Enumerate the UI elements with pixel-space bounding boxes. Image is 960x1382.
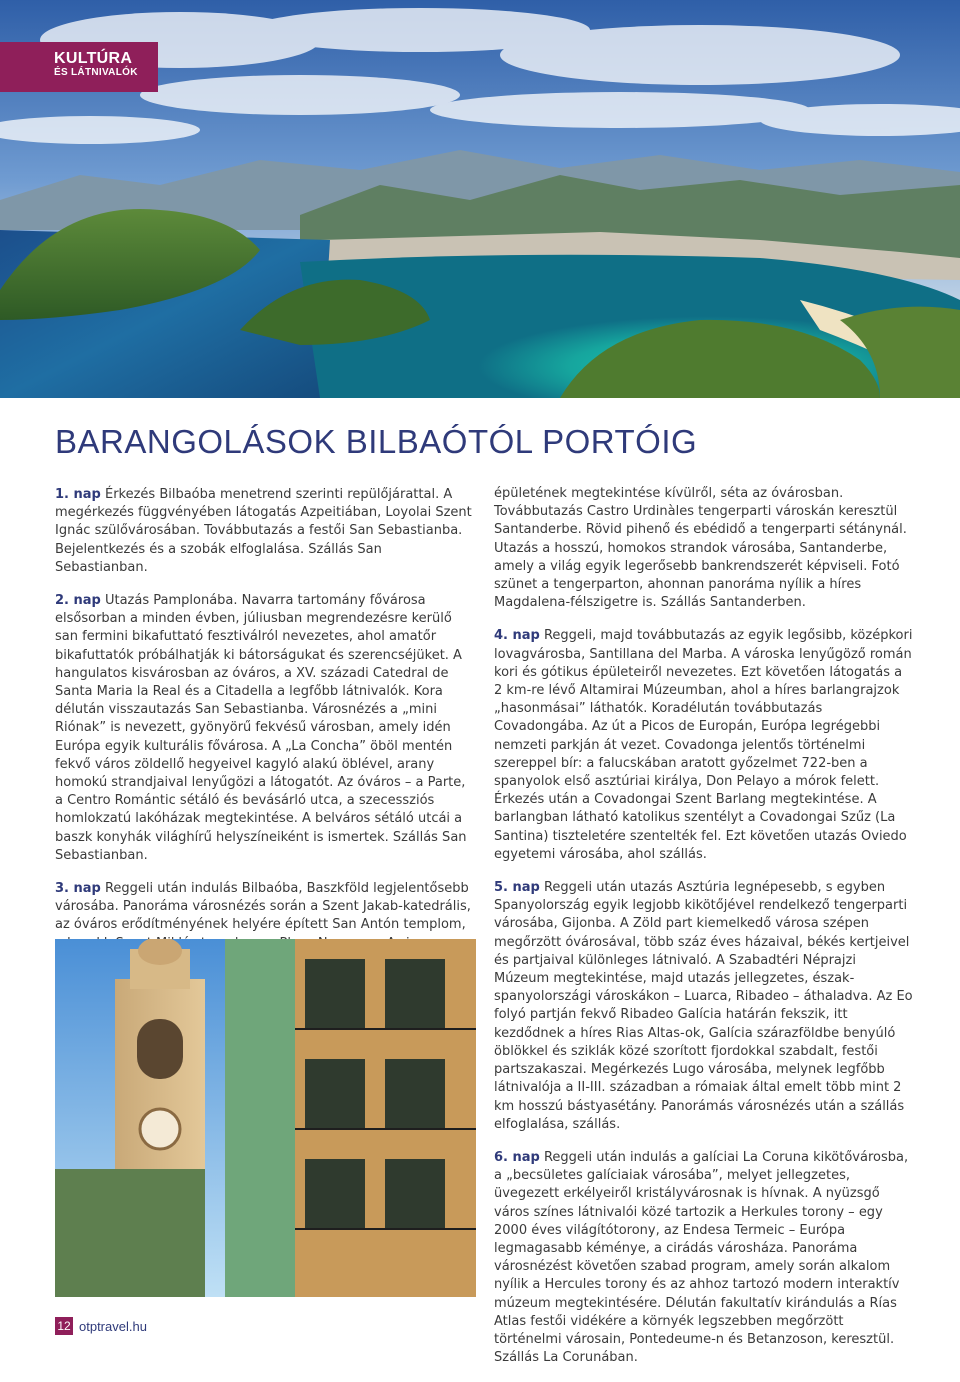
photo-bilbao-church-tower [55,939,476,1297]
day-2-label: 2. nap [55,593,101,609]
category-subtitle: ÉS LÁTNIVALÓK [54,67,138,78]
hero-photo-san-sebastian [0,0,960,398]
day-2-paragraph [55,592,475,865]
day-6-label: 6. nap [494,1149,540,1165]
page-title: BARANGOLÁSOK BILBAÓTÓL PORTÓIG [55,423,698,460]
day-5-text: Reggeli után utazás Asztúria legnépesebb, s egyben Spanyolország egyik legjobb kikötőjével rendelkező tengerparti városába, Gijonba. A Zöld part kiemelkedő városa szépen megőrzött óvárosával, több száz éves házaival, békés kertjeivel és partjaival különleges látnivaló. A Szabadtéri Néprajzi Múzeum megtekintése, majd utazás jellegzetes, észak-spanyolországi városkákon – Luarca, Ribadeo – áthaladva. Az Eo folyó partján fekvő Ribadeo Galícia határán fekszik, itt kezdődnek a híres Rias Altas-ok, Galícia szárazföldbe benyúló öblökkel és sziklák közé szorított fjordokkal szabdalt, festői partszakaszai. Megérkezés Lugo városába, melynek legfőbb látnivalója a II-III. században a rómaiak által emelt több mint 2 km hosszú bástyasétány. Panorámás városnézés után a szállás elfoglalása, szállás. [494,880,913,1132]
day-2-text: Utazás Pamplonába. Navarra tartomány fővárosa elsősorban a minden évben, júliusban megrendezésre kerülő san fermini bikafuttató fesztiválról nevezetes, ahol amatőr bikafuttatók próbálhatják ki bátorságukat és szerencséjüket. A hangulatos kisvárosban az óváros, a XV. századi Catedral de Santa Maria la Real és a Citadella a legfőbb látnivalók. Kora délután visszautazás San Sebastianba. Városnézés a „mini Riónak” is nevezett, gyönyörű fekvésű városban, amely idén Európa egyik kulturális fővárosa. A „La Concha” öböl mentén fekvő város zöldellő hegyeivel kagyló alakú öblével, arany homokú strandjaival lenyűgözi a látogatót. Az óváros – a Parte, a Centro Romántic sétáló és bevásárló utca, a szecessziós homlokzatú lakóházak megtekintése. A belváros sétáló utcái a baszk konyhák világhírű helyszíneiként is ismertek. Szállás San Sebastianban. [55,593,467,863]
day-3-label: 3. nap [55,881,101,897]
website-link[interactable]: otptravel.hu [79,1318,147,1334]
day-1-text: Érkezés Bilbaóba menetrend szerinti repülőjárattal. A megérkezés függvényében látogatás Azpeitiában, Loyolai Szent Ignác szülővárosában. Továbbutazás a festői San Sebastianba. Bejelentkezés és a szobák elfoglalása. Szállás San Sebastianban. [55,487,472,575]
day-3-text: Reggeli után indulás Bilbaóba, Baszkföld legjelentősebb városába. Panoráma városnézés során a Szent Jakab-katedrális, az óváros erődítményének helyére épített San Antón templom, [55,881,471,933]
page-number: 12 [55,1317,73,1335]
day-5-paragraph [494,879,914,1134]
itinerary-column-left [55,486,475,989]
day-1-label: 1. nap [55,487,101,502]
page-footer [55,1316,147,1336]
itinerary-column-right [494,486,914,1382]
day-4-paragraph [494,627,914,864]
day-4-label: 4. nap [494,628,540,644]
day-3-continued-paragraph [494,485,914,612]
day-3-text-continued: épületének megtekintése kívülről, séta az óvárosban. Továbbutazás Castro Urdinàles tengerparti városkán keresztül Santanderbe. Rövid pihenő és ebédidő a tengerparti sétánynál. Utazás a hosszú, homokos strandok városába, Santanderbe, amely a világ egyik legerősebb bankrendszerét képviseli. Fotó szünet a tengerparton, ahonnan panoráma nyílik a híres Magdalena-félszigetre is. Szállás Santanderben. [494,486,907,611]
day-6-text: Reggeli után indulás a galíciai La Coruna kikötővárosba, a „becsületes galíciaiak városába”, melyet jellegzetes, üvegezett erkélyeiről kristályvárosnak is hívnak. A nyüzsgő város színes látnivalói közé tartozik a Herkules torony – egy 2000 éves világítótorony, az Endesa Termeic – Európa legmagasabb kéménye, a cirádás városháza. Panoráma városnézést követően szabad program, amely során alkalom nyílik a Hercules torony és az ahhoz tartozó modern interaktív múzeum megtekintésére. Délután fakultatív kirándulás a Rías Atlas festői vidékére a környék legszebben megőrzött történelmi városain, Pontedeume-n és Betanzoson, keresztül. Szállás La Corunában. [494,1149,909,1366]
day-5-label: 5. nap [494,880,540,896]
day-4-text: Reggeli, majd továbbutazás az egyik legősibb, középkori lovagvárosba, Santillana del Marba. A városka lenyűgöző román kori és gótikus épületeiről nevezetes. Ezt követően látogatás a 2 km-re lévő Altamirai Múzeumban, ahol a híres barlangrajzok „hasonmásai” láthatók. Koradélután továbbutazás Covadongába. Az út a Picos de Europán, Európa legrégebbi nemzeti parkján át vezet. Covadonga jelentős történelmi szereppel bír: a falucskában aratott győzelmet 722-ben a spanyolok első asztúriai királya, Don Pelayo a mórok felett. Érkezés után a Covadongai Szent Barlang megtekintése. A barlangban látható katolikus szentélyt a Covadongai Szűz (La Santina) tiszteletére szentelték fel. Ezt követően utazás Oviedo egyetemi városába, ahol szállás. [494,628,913,862]
day-1-paragraph [55,486,475,577]
category-badge [0,42,158,92]
day-6-paragraph [494,1149,914,1367]
category-title: KULTÚRA [54,50,133,67]
